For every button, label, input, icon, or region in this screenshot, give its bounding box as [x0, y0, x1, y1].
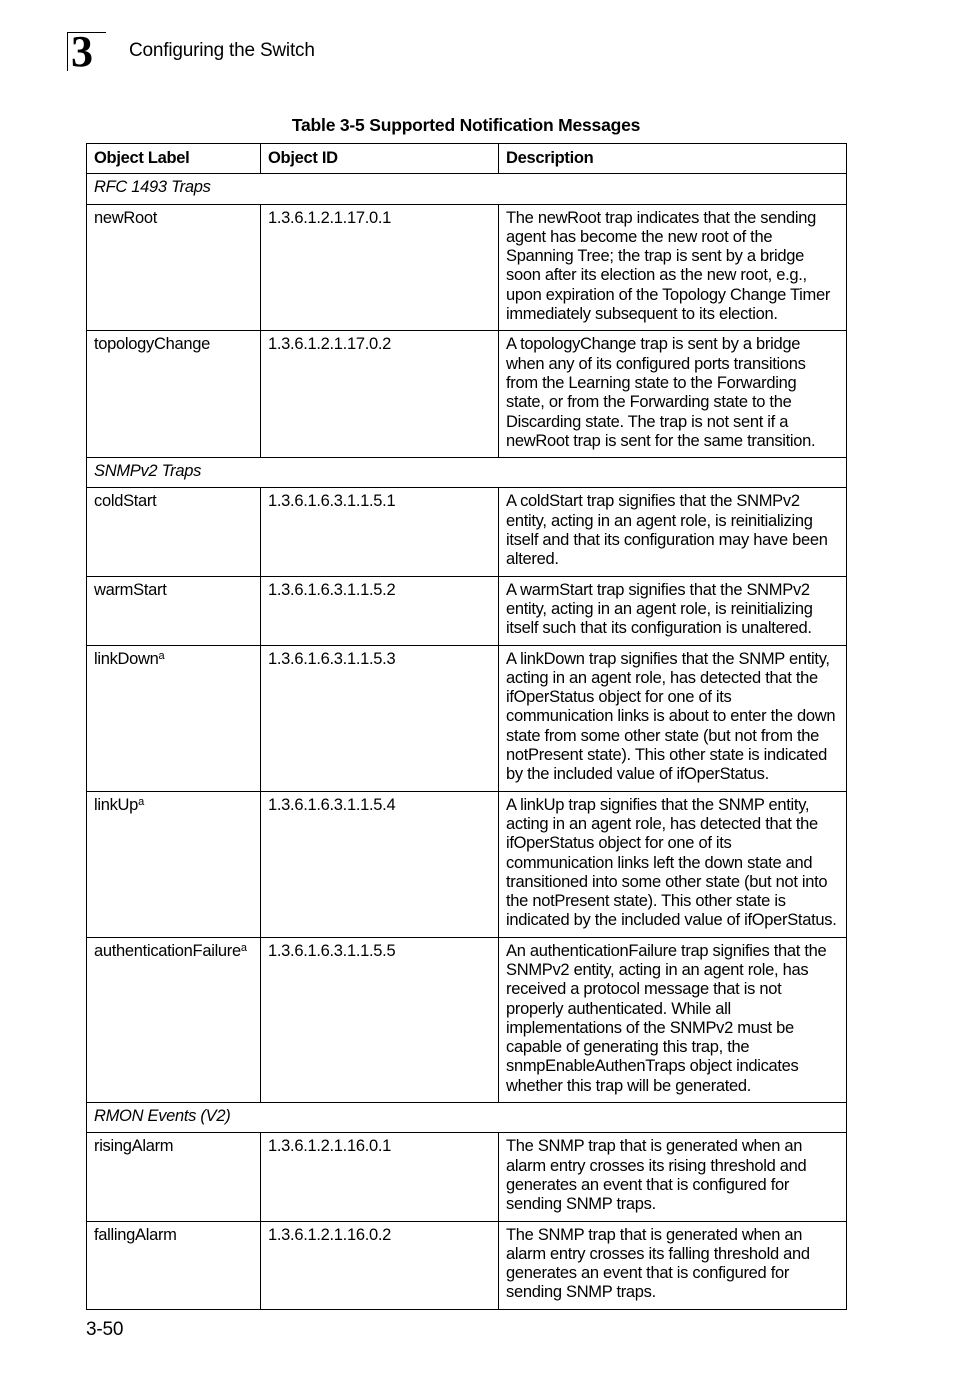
description-cell: An authenticationFailure trap signifies that the SNMPv2 entity, acting in an agent role, has received a protocol message that is not properly authenticated. While all implementations of the SNMPv2 must be capable of generating this trap, the snmpEnableAuthenTraps object indicates whether this trap will be generated. — [499, 937, 847, 1102]
column-header-object-label: Object Label — [87, 144, 261, 174]
description-cell: The SNMP trap that is generated when an alarm entry crosses its rising threshold and generates an event that is configured for sending SNMP traps. — [499, 1133, 847, 1221]
page-number: 3-50 — [86, 1319, 124, 1340]
description-cell: A topologyChange trap is sent by a bridge when any of its configured ports transitions from the Learning state to the Forwarding state, or from the Forwarding state to the Discarding state. The trap is not sent if a newRoot trap is sent for the same transition. — [499, 331, 847, 458]
object-label: fallingAlarm — [94, 1225, 177, 1244]
description-cell: A linkUp trap signifies that the SNMP entity, acting in an agent role, has detected that the ifOperStatus object for one of its communication links left the down state and transitioned into some other state (but not into the notPresent state). This other state is indicated by the included value of ifOperStatus. — [499, 791, 847, 937]
section-title: RFC 1493 Traps — [87, 174, 847, 204]
object-label: authenticationFailure — [94, 941, 241, 960]
object-label-cell — [87, 488, 261, 576]
footnote-marker: a — [158, 649, 165, 662]
object-id-cell: 1.3.6.1.6.3.1.1.5.5 — [261, 937, 499, 1102]
chapter-title: Configuring the Switch — [129, 40, 315, 61]
column-header-description: Description — [499, 144, 847, 174]
column-header-object-id: Object ID — [261, 144, 499, 174]
object-label: linkDown — [94, 649, 159, 668]
table-row — [87, 791, 847, 937]
section-title: SNMPv2 Traps — [87, 458, 847, 488]
table-row — [87, 937, 847, 1102]
object-label-cell — [87, 1221, 261, 1309]
chapter-number: 3 — [71, 27, 93, 76]
description-cell: A warmStart trap signifies that the SNMPv2 entity, acting in an agent role, is reinitializing itself such that its configuration is unaltered. — [499, 576, 847, 645]
section-row — [87, 458, 847, 488]
table-row — [87, 331, 847, 458]
table-row — [87, 488, 847, 576]
object-label-cell — [87, 937, 261, 1102]
table-row — [87, 204, 847, 331]
table-header-row — [87, 144, 847, 174]
table-caption: Table 3-5 Supported Notification Messages — [291, 115, 641, 135]
object-label-cell — [87, 791, 261, 937]
object-id-cell: 1.3.6.1.6.3.1.1.5.1 — [261, 488, 499, 576]
description-cell: A coldStart trap signifies that the SNMPv2 entity, acting in an agent role, is reinitializing itself and that its configuration may have been altered. — [499, 488, 847, 576]
table-row — [87, 1221, 847, 1309]
object-id-cell: 1.3.6.1.2.1.16.0.1 — [261, 1133, 499, 1221]
object-label-cell — [87, 331, 261, 458]
section-title: RMON Events (V2) — [87, 1103, 847, 1133]
object-label: topologyChange — [94, 335, 210, 354]
table-body — [87, 174, 847, 1309]
object-label-cell — [87, 1133, 261, 1221]
table-row — [87, 1133, 847, 1221]
object-label: risingAlarm — [94, 1137, 174, 1156]
object-id-cell: 1.3.6.1.2.1.16.0.2 — [261, 1221, 499, 1309]
object-id-cell: 1.3.6.1.6.3.1.1.5.4 — [261, 791, 499, 937]
object-label-cell — [87, 204, 261, 331]
object-label-cell — [87, 576, 261, 645]
description-cell: The SNMP trap that is generated when an alarm entry crosses its falling threshold and generates an event that is configured for sending SNMP traps. — [499, 1221, 847, 1309]
section-row — [87, 1103, 847, 1133]
notification-messages-table — [86, 143, 847, 1310]
object-label-cell — [87, 645, 261, 791]
object-label: newRoot — [94, 208, 158, 227]
object-label: warmStart — [94, 580, 167, 599]
object-id-cell: 1.3.6.1.2.1.17.0.1 — [261, 204, 499, 331]
object-id-cell: 1.3.6.1.2.1.17.0.2 — [261, 331, 499, 458]
description-cell: The newRoot trap indicates that the sending agent has become the new root of the Spanning Tree; the trap is sent by a bridge soon after its election as the new root, e.g., upon expiration of the Topology Change Timer immediately subsequent to its election. — [499, 204, 847, 331]
object-id-cell: 1.3.6.1.6.3.1.1.5.2 — [261, 576, 499, 645]
object-label: coldStart — [94, 492, 157, 511]
section-row — [87, 174, 847, 204]
footnote-marker: a — [240, 941, 247, 954]
object-label: linkUp — [94, 795, 139, 814]
object-id-cell: 1.3.6.1.6.3.1.1.5.3 — [261, 645, 499, 791]
description-cell: A linkDown trap signifies that the SNMP entity, acting in an agent role, has detected that the ifOperStatus object for one of its communication links is about to enter the down state from some other state (but not from the notPresent state). This other state is indicated by the included value of ifOperStatus. — [499, 645, 847, 791]
footnote-marker: a — [138, 795, 144, 808]
table-row — [87, 645, 847, 791]
table-row — [87, 576, 847, 645]
